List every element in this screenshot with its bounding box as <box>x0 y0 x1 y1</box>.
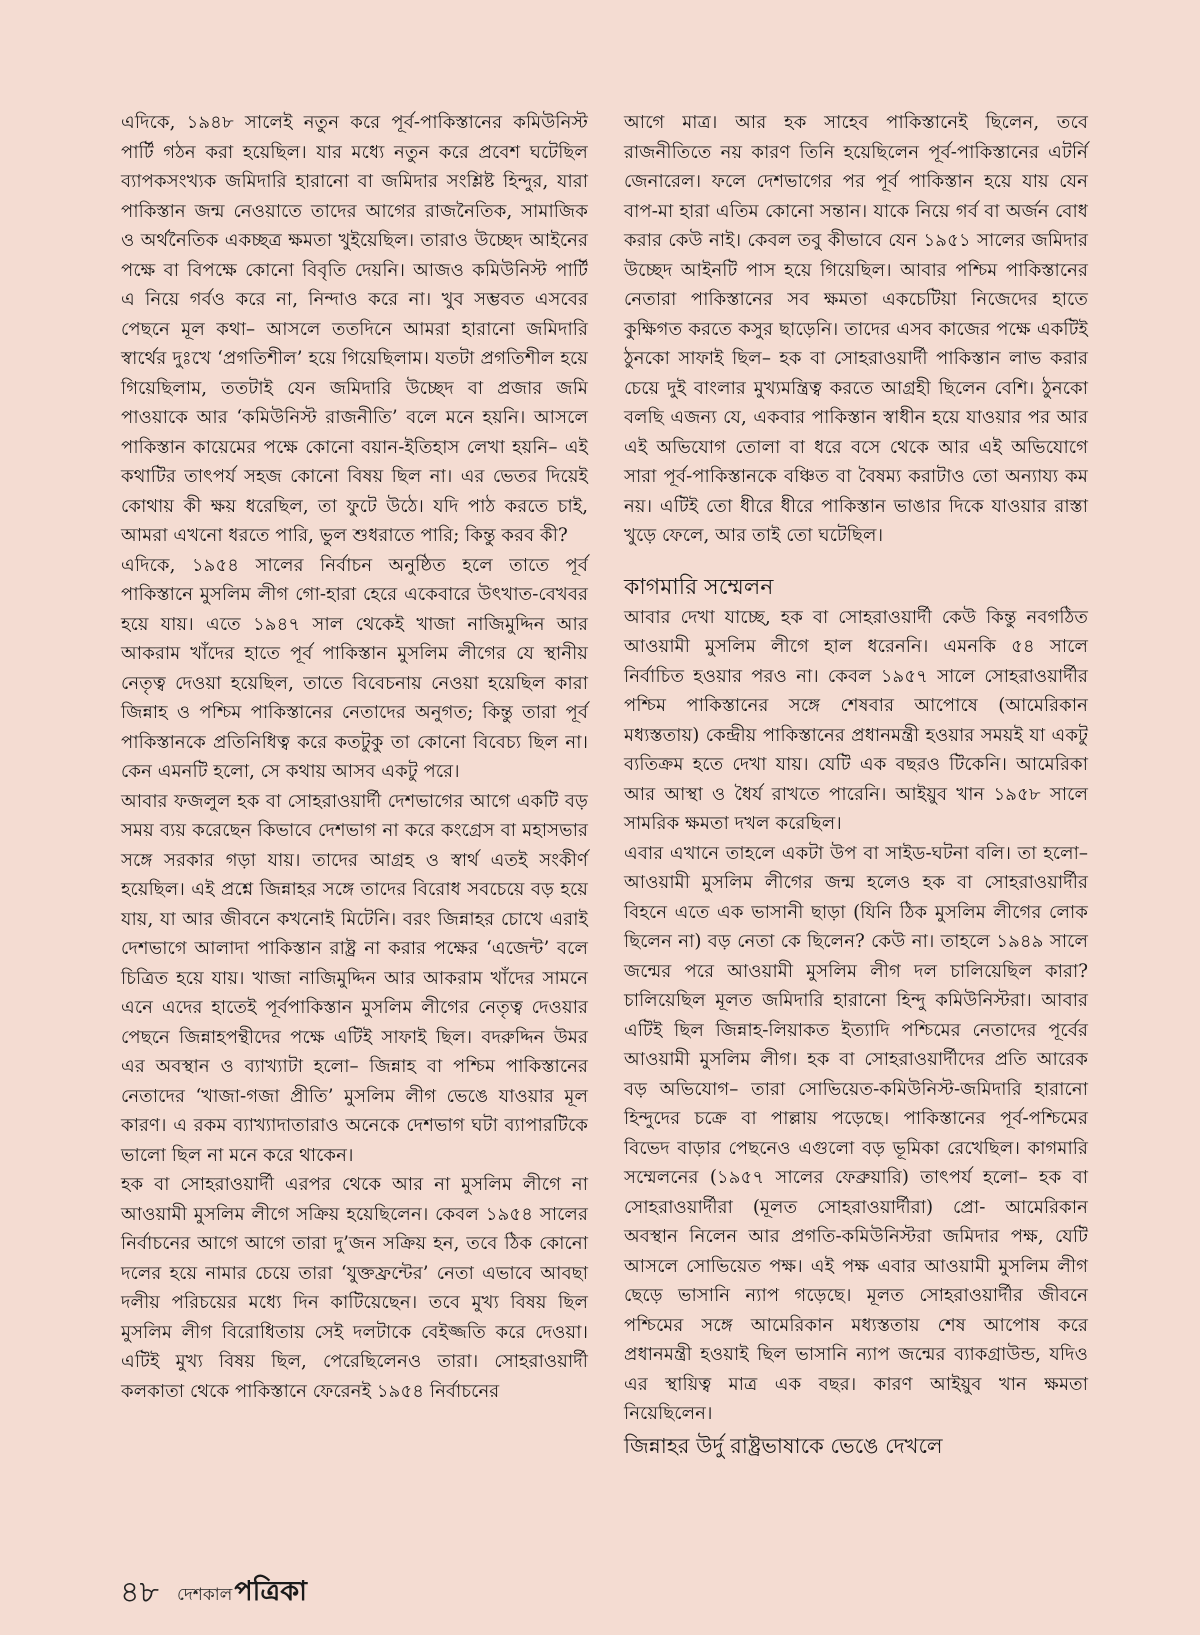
logo-text-part1: দেশকাল <box>176 1584 233 1605</box>
right-column <box>624 108 1088 1462</box>
paragraph: হক বা সোহরাওয়ার্দী এরপর থেকে আর না মুসলিম লীগে না আওয়ামী মুসলিম লীগে সক্রিয় হয়েছিলেন। কেবল ১৯৫৪ সালের নির্বাচনের আগে আগে তারা দু’জন সক্রিয় হন, তবে ঠিক কোনো দলের হয়ে নামার চেয়ে তারা ‘যুক্তফ্রন্টের’ নেতা এভাবে আবছা দলীয় পরিচয়ের মধ্যে দিন কাটিয়েছেন। তবে মুখ্য বিষয় ছিল মুসলিম লীগ বিরোধিতায় সেই দলটাকে বেইজ্জতি করে দেওয়া। এটিই মুখ্য বিষয় ছিল, পেরেছিলেনও তারা। সোহরাওয়ার্দী কলকাতা থেকে পাকিস্তানে ফেরেনই ১৯৫৪ নির্বাচনের <box>121 1174 588 1402</box>
logo-text-part2: পত্রিকা <box>234 1575 307 1607</box>
closing-line: জিন্নাহর উর্দু রাষ্ট্রভাষাকে ভেঙে দেখলে <box>624 1433 943 1458</box>
paragraph: এদিকে, ১৯৪৮ সালেই নতুন করে পূর্ব-পাকিস্তানের কমিউনিস্ট পার্টি গঠন করা হয়েছিল। যার মধ্যে নতুন করে প্রবেশ ঘটেছিল ব্যাপকসংখ্যক জমিদারি হারানো বা জমিদার সংশ্লিষ্ট হিন্দুর, যারা পাকিস্তান জন্ম নেওয়াতে তাদের আগের রাজনৈতিক, সামাজিক ও অর্থনৈতিক একচ্ছত্র ক্ষমতা খুইয়েছিল। তারাও উচ্ছেদ আইনের পক্ষে বা বিপক্ষে কোনো বিবৃতি দেয়নি। আজও কমিউনিস্ট পার্টি এ নিয়ে গর্বও করে না, নিন্দাও করে না। খুব সম্ভবত এসবের পেছনে মূল কথা– আসলে ততদিনে আমরা হারানো জমিদারি স্বার্থের দুঃখে ‘প্রগতিশীল’ হয়ে গিয়েছিলাম। যতটা প্রগতিশীল হয়ে গিয়েছিলাম, ততটাই যেন জমিদারি উচ্ছেদ বা প্রজার জমি পাওয়াকে আর ‘কমিউনিস্ট রাজনীতি’ বলে মনে হয়নি। আসলে পাকিস্তান কায়েমের পক্ষে কোনো বয়ান-ইতিহাস লেখা হয়নি– এই কথাটির তাৎপর্য সহজ কোনো বিষয় ছিল না। এর ভেতর দিয়েই কোথায় কী ক্ষয় ধরেছিল, তা ফুটে উঠে। যদি পাঠ করতে চাই, আমরা এখনো ধরতে পারি, ভুল শুধরাতে পারি; কিন্তু করব কী? <box>121 112 588 546</box>
paragraph: এদিকে, ১৯৫৪ সালের নির্বাচন অনুষ্ঠিত হলে তাতে পূর্ব পাকিস্তানে মুসলিম লীগ গো-হারা হেরে একেবারে উৎখাত-বেখবর হয়ে যায়। এতে ১৯৪৭ সাল থেকেই খাজা নাজিমুদ্দিন আর আকরাম খাঁদের হাতে পূর্ব পাকিস্তান মুসলিম লীগের যে স্থানীয় নেতৃত্ব দেওয়া হয়েছিল, তাতে বিবেচনায় নেওয়া হয়েছিল কারা জিন্নাহ ও পশ্চিম পাকিস্তানের নেতাদের অনুগত; কিন্তু তারা পূর্ব পাকিস্তানকে প্রতিনিধিত্ব করে কতটুকু তা কোনো বিবেচ্য ছিল না। কেন এমনটি হলো, সে কথায় আসব একটু পরে। <box>121 554 588 782</box>
paragraph: এবার এখানে তাহলে একটা উপ বা সাইড-ঘটনা বলি। তা হলো– আওয়ামী মুসলিম লীগের জন্ম হলেও হক বা সোহরাওয়ার্দীর বিহনে এতে এক ভাসানী ছাড়া (যিনি ঠিক মুসলিম লীগের লোক ছিলেন না) বড় নেতা কে ছিলেন? কেউ না। তাহলে ১৯৪৯ সালে জন্মের পরে আওয়ামী মুসলিম লীগ দল চালিয়েছিল কারা? চালিয়েছিল মূলত জমিদারি হারানো হিন্দু কমিউনিস্টরা। আবার এটিই ছিল জিন্নাহ-লিয়াকত ইত্যাদি পশ্চিমের নেতাদের পূর্বের আওয়ামী মুসলিম লীগ। হক বা সোহরাওয়ার্দীদের প্রতি আরেক বড় অভিযোগ– তারা সোভিয়েত-কমিউনিস্ট-জমিদারি হারানো হিন্দুদের চক্রে বা পাল্লায় পড়েছে। পাকিস্তানের পূর্ব-পশ্চিমের বিভেদ বাড়ার পেছনেও এগুলো বড় ভূমিকা রেখেছিল। কাগমারি সম্মেলনের (১৯৫৭ সালের ফেব্রুয়ারি) তাৎপর্য হলো– হক বা সোহরাওয়ার্দীরা (মূলত সোহরাওয়ার্দীরা) প্রো- আমেরিকান অবস্থান নিলেন আর প্রগতি-কমিউনিস্টরা জমিদার পক্ষ, যেটি আসলে সোভিয়েত পক্ষ। এই পক্ষ এবার আওয়ামী মুসলিম লীগ ছেড়ে ভাসানি ন্যাপ গড়েছে। মূলত সোহরাওয়ার্দীর জীবনে পশ্চিমের সঙ্গে আমেরিকান মধ্যস্ততায় শেষ আপোষ করে প্রধানমন্ত্রী হওয়াই ছিল ভাসানি ন্যাপ জন্মের ব্যাকগ্রাউন্ড, যদিও এর স্থায়িত্ব মাত্র এক বছর। কারণ আইয়ুব খান ক্ষমতা নিয়েছিলেন। <box>624 842 1088 1424</box>
page-number: ৪৮ <box>120 1574 159 1610</box>
page-footer <box>120 1573 307 1613</box>
magazine-logo <box>177 1571 307 1616</box>
left-column <box>121 108 588 1406</box>
paragraph: আবার দেখা যাচ্ছে, হক বা সোহরাওয়ার্দী কেউ কিন্তু নবগঠিত আওয়ামী মুসলিম লীগে হাল ধরেননি। এমনকি ৫৪ সালে নির্বাচিত হওয়ার পরও না। কেবল ১৯৫৭ সালে সোহরাওয়ার্দীর পশ্চিম পাকিস্তানের সঙ্গে শেষবার আপোষে (আমেরিকান মধ্যস্ততায়) কেন্দ্রীয় পাকিস্তানের প্রধানমন্ত্রী হওয়ার সময়ই যা একটু ব্যতিক্রম হতে দেখা যায়। যেটি এক বছরও টিকেনি। আমেরিকা আর আস্থা ও ধৈর্য রাখতে পারেনি। আইয়ুব খান ১৯৫৮ সালে সামরিক ক্ষমতা দখল করেছিল। <box>624 606 1088 834</box>
paragraph: আগে মাত্র। আর হক সাহেব পাকিস্তানেই ছিলেন, তবে রাজনীতিতে নয় কারণ তিনি হয়েছিলেন পূর্ব-পাকিস্তানের এটর্নি জেনারেল। ফলে দেশভাগের পর পূর্ব পাকিস্তান হয়ে যায় যেন বাপ-মা হারা এতিম কোনো সন্তান। যাকে নিয়ে গর্ব বা অর্জন বোধ করার কেউ নাই। কেবল তবু কীভাবে যেন ১৯৫১ সালের জমিদার উচ্ছেদ আইনটি পাস হয়ে গিয়েছিল। আবার পশ্চিম পাকিস্তানের নেতারা পাকিস্তানের সব ক্ষমতা একচেটিয়া নিজেদের হাতে কুক্ষিগত করতে কসুর ছাড়েনি। তাদের এসব কাজের পক্ষে একটিই ঠুনকো সাফাই ছিল– হক বা সোহরাওয়ার্দী পাকিস্তান লাভ করার চেয়ে দুই বাংলার মুখ্যমন্ত্রিত্ব করতে আগ্রহী ছিলেন বেশি। ঠুনকো বলছি এজন্য যে, একবার পাকিস্তান স্বাধীন হয়ে যাওয়ার পর আর এই অভিযোগ তোলা বা ধরে বসে থেকে আর এই অভিযোগে সারা পূর্ব-পাকিস্তানকে বঞ্চিত বা বৈষম্য করাটাও তো অন্যায্য কম নয়। এটিই তো ধীরে ধীরে পাকিস্তান ভাঙার দিকে যাওয়ার রাস্তা খুড়ে ফেলে, আর তাই তো ঘটেছিল। <box>624 112 1089 546</box>
section-heading: কাগমারি সম্মেলন <box>624 574 774 600</box>
paragraph: আবার ফজলুল হক বা সোহরাওয়ার্দী দেশভাগের আগে একটি বড় সময় ব্যয় করেছেন কিভাবে দেশভাগ না করে কংগ্রেস বা মহাসভার সঙ্গে সরকার গড়া যায়। তাদের আগ্রহ ও স্বার্থ এতই সংকীর্ণ হয়েছিল। এই প্রশ্নে জিন্নাহর সঙ্গে তাদের বিরোধ সবচেয়ে বড় হয়ে যায়, যা আর জীবনে কখনোই মিটেনি। বরং জিন্নাহর চোখে এরাই দেশভাগে আলাদা পাকিস্তান রাষ্ট্র না করার পক্ষের ‘এজেন্ট’ বলে চিত্রিত হয়ে যায়। খাজা নাজিমুদ্দিন আর আকরাম খাঁদের সামনে এনে এদের হাতেই পূর্বপাকিস্তান মুসলিম লীগের নেতৃত্ব দেওয়ার পেছনে জিন্নাহপন্থীদের পক্ষে এটিই সাফাই ছিল। বদরুদ্দিন উমর এর অবস্থান ও ব্যাখ্যাটা হলো– জিন্নাহ বা পশ্চিম পাকিস্তানের নেতাদের ‘খাজা-গজা প্রীতি’ মুসলিম লীগ ভেঙে যাওয়ার মূল কারণ। এ রকম ব্যাখ্যাদাতারাও অনেকে দেশভাগ ঘটা ব্যাপারটিকে ভালো ছিল না মনে করে থাকেন। <box>121 790 588 1166</box>
